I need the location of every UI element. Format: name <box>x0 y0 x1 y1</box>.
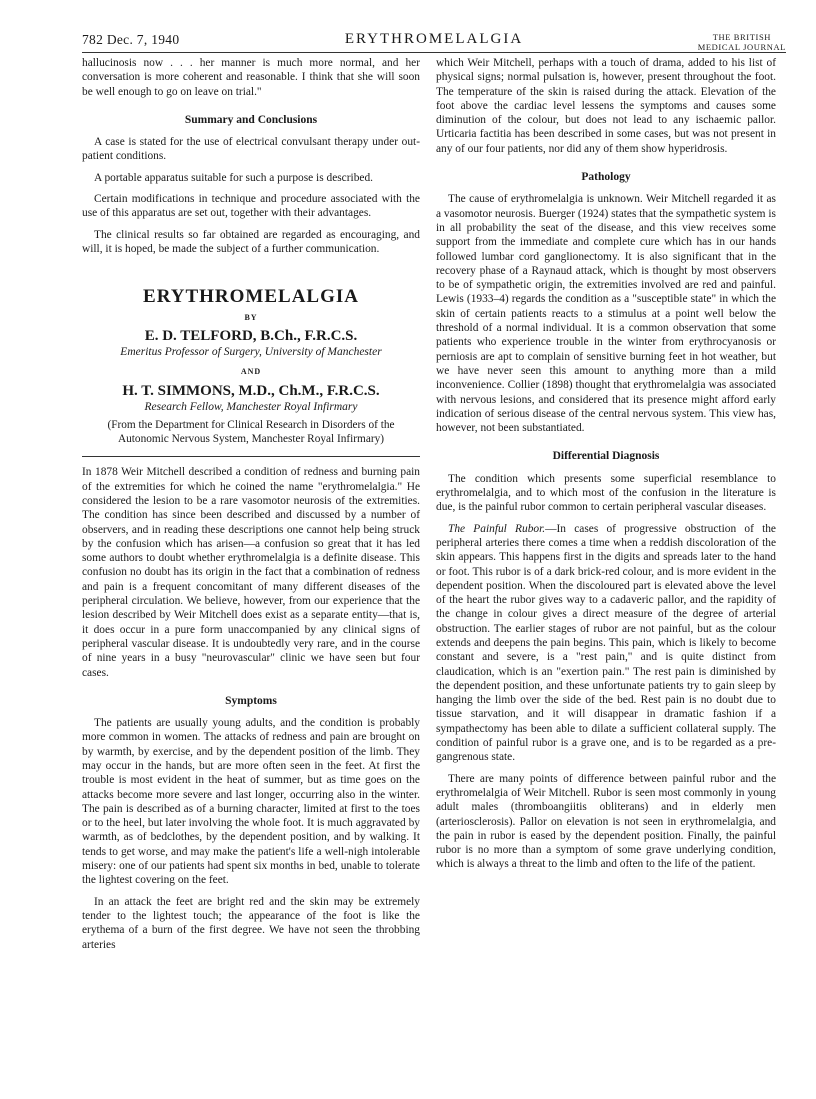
journal-name <box>698 32 786 52</box>
byline-by: BY <box>244 312 258 322</box>
running-title: ERYTHROMELALGIA <box>344 31 524 47</box>
differential-diagnosis-heading: Differential Diagnosis <box>552 450 660 463</box>
left-column <box>82 56 420 959</box>
painful-rubor-text: —In cases of progressive obstruction of the peripheral arteries there comes a time when a reddish discoloration of the skin appears. This happens first in the digits and spreads later to the hand or foot. This rubor is of a dark brick-red colour, and is more evident in the dependent position. When the discoloured part is elevated above the level of the heart the rubor gives way to a cadaveric pallor, and the rapidity of the change in colour gives a direct measure of the degree of arterial obstruction. The earlier stages of rubor are not painful, but as the colour extends and deepens the pain begins. This pain, which is likely to become constant and severe, is a "rest pain," and is quite distinct from claudication, which is an "exertion pain." The rest pain is diminished by the dependent position, and these unfortunate patients try to gain sleep by hanging the limb over the side of the bed. Rest pain is no doubt due to tissue starvation, and it will disappear in dramatic fashion if a sympathectomy has been able to dilate a sufficient collateral supply. The condition of painful rubor is a grave one, and is to be regarded as a pre-gangrenous state. <box>436 522 776 764</box>
continued-paragraph: which Weir Mitchell, perhaps with a touch of drama, added to his list of physical signs; normal pulsation is, however, present throughout the foot. The temperature of the skin is raised during the attack. Elevation of the foot above the cardiac level lessens the symptoms and causes some diminution of the colour, but does not lead to any ischaemic pallor. Urticaria factitia has been described in some cases, but was not present in any of our four patients, nor did any of them show hyperidrosis. <box>436 57 776 155</box>
differential-paragraph-1: The condition which presents some superficial resemblance to erythromelalgia, and to which most of the confusion in the literature is due, is the painful rubor common to certain peripheral vascular diseases. <box>436 472 776 514</box>
divider <box>82 456 420 457</box>
article-title: ERYTHROMELALGIA <box>143 286 359 308</box>
affiliation-2: Research Fellow, Manchester Royal Infirmary <box>144 401 358 414</box>
painful-rubor-label: The Painful Rubor. <box>448 522 546 535</box>
journal-line-2: MEDICAL JOURNAL <box>697 42 786 52</box>
right-column <box>436 56 776 879</box>
summary-heading: Summary and Conclusions <box>184 113 318 126</box>
journal-line-1: THE BRITISH <box>712 32 772 42</box>
symptoms-paragraph-2: In an attack the feet are bright red and the skin may be extremely tender to the lightest touch; the appearance of the foot is like the erythema of a burn of the first degree. We have not seen the throbbing arteries <box>82 895 420 951</box>
affiliation-1: Emeritus Professor of Surgery, University of Manchester <box>120 346 382 359</box>
summary-paragraph: A case is stated for the use of electrical convulsant therapy under out-patient conditions. <box>82 136 420 163</box>
page-header <box>82 30 786 53</box>
symptoms-paragraph-1: The patients are usually young adults, and the condition is probably more common in women. The attacks of redness and pain are brought on by warmth, by exercise, and by the dependent position of the limb. They may occur in the hands, but are more often seen in the feet. At first the trouble is most evident in the heat of summer, but as time goes on the attacks become more severe and last longer, occurring also in the winter. The pain is described as of a burning character, limited at first to the toes or to the heel, but later involving the whole foot. It is much aggravated by warmth, as of bedclothes, by the dependent position, and by walking. It tends to get worse, and may make the patient's life a well-nigh intolerable misery: one of our patients had spent six months in bed, unable to tolerate the lightest covering on the feet. <box>82 717 420 887</box>
department-note: (From the Department for Clinical Research in Disorders of the Autonomic Nervous System, Manchester Royal Infirmary) <box>107 419 395 446</box>
summary-paragraph: Certain modifications in technique and procedure associated with the use of this apparatus are set out, together with their advantages. <box>82 193 420 220</box>
author-1: E. D. TELFORD, B.Ch., F.R.C.S. <box>144 327 358 344</box>
differential-paragraph-3: There are many points of difference between painful rubor and the erythromelalgia of Weir Mitchell. Rubor is seen most commonly in young adult males (thromboangiitis obliterans) and in elderly men (arteriosclerosis). Pallor on elevation is not seen in erythromelalgia, and the pain in rubor is eased by the dependent position. Finally, the painful rubor is no more than a symptom of some grave underlying condition, which is always a threat to the limb and often to the life of the patient. <box>436 772 776 871</box>
painful-rubor-paragraph <box>436 522 776 765</box>
author-2: H. T. SIMMONS, M.D., Ch.M., F.R.C.S. <box>122 382 380 399</box>
intro-paragraph: In 1878 Weir Mitchell described a condition of redness and burning pain of the extremities for which he coined the name "erythromelalgia." He considered the lesion to be a rare vasomotor neurosis of the extremities. The condition has since been described and discussed by a number of observers, and in reading these descriptions one cannot help being struck by the confusion which has arisen—a confusion so great that it has led some authors to doubt whether erythromelalgia is a definite disease. This confusion no doubt has its origin in the fact that a combination of redness and pain is a frequent concomitant of many different diseases of the peripheral circulation. We believe, however, from our experience that the lesion described by Weir Mitchell does exist as a separate entity—that is, it does occur in a pure form unaccompanied by any clinical signs of peripheral vascular disease. It is undoubtedly very rare, and in the course of nine years in a busy "neurovascular" clinic we have seen but four cases. <box>82 466 420 679</box>
summary-paragraph: The clinical results so far obtained are regarded as encouraging, and will, it is hoped, be made the subject of a further communication. <box>82 228 420 255</box>
pathology-paragraph: The cause of erythromelalgia is unknown. Weir Mitchell regarded it as a vasomotor neurosis. Buerger (1924) states that the sympathetic system is in all probability the seat of the disease, and this view receives some support from the immediate and complete cure which has in our hands followed lumbar cord ganglionectomy. It is also significant that in the recovery phase of a Raynaud attack, which is thought by most observers to be of sympathetic origin, the extremities involved are red and painful. Lewis (1933–4) regards the condition as a "susceptible state" in which the skin of certain patients reacts to a stimulus at a point well below the threshold of a normal individual. It is a common observation that some patients who experience trouble in the winter from erythrocyanosis or perniosis are apt to complain of sensitive burning feet in hot weather, but we have never seen this amount to anything more than a mild inconvenience. Collier (1898) thought that erythromelalgia was associated with nervous lesions, and considered that its presence might afford early indication of serious disease of the central nervous system. This view has, however, not been substantiated. <box>436 193 776 435</box>
summary-paragraph: A portable apparatus suitable for such a purpose is described. <box>94 171 373 184</box>
continued-paragraph: hallucinosis now . . . her manner is much more normal, and her conversation is more coherent and reasonable. I think that she will soon be well enough to go on leave on trial." <box>82 57 420 98</box>
page-number-date: 782 Dec. 7, 1940 <box>82 32 180 47</box>
symptoms-heading: Symptoms <box>225 694 277 707</box>
pathology-heading: Pathology <box>581 171 631 184</box>
byline-and: AND <box>240 367 262 377</box>
